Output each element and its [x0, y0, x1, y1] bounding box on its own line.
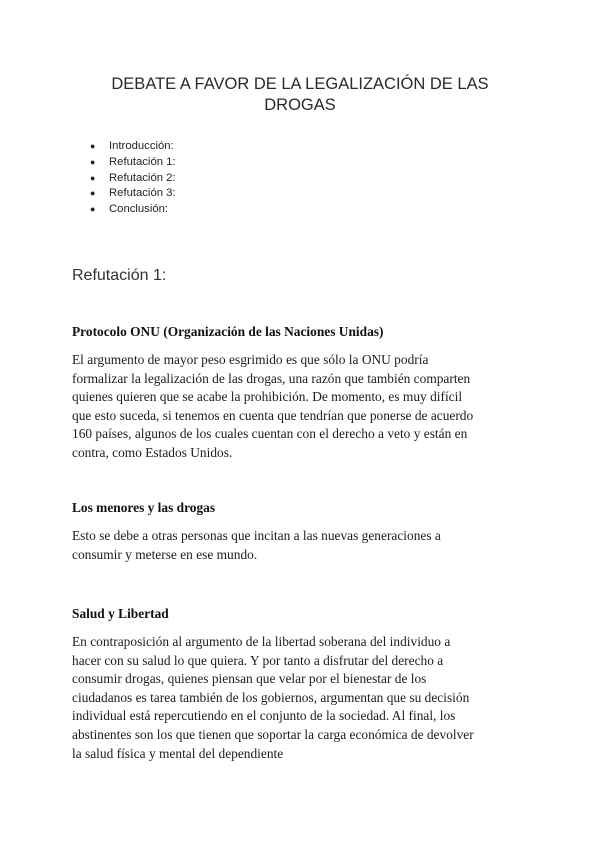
bullet-icon: ●: [90, 141, 96, 151]
paragraph-onu: [72, 351, 532, 463]
toc-item-introduccion: [90, 139, 176, 155]
title-line-1: DEBATE A FAVOR DE LA LEGALIZACIÓN DE LAS: [111, 75, 489, 93]
paragraph-menores: [72, 527, 532, 564]
toc-item-label: Refutación 3:: [109, 187, 176, 200]
paragraph-line: individual está repercutiendo en el conjunto de la sociedad. Al final, los: [72, 708, 456, 724]
toc-item-refutacion-3: [90, 186, 176, 202]
paragraph-line: la salud física y mental del dependiente: [72, 745, 284, 761]
paragraph-line: 160 países, algunos de los cuales cuentan con el derecho a veto y están en: [72, 426, 468, 442]
paragraph-line: El argumento de mayor peso esgrimido es que sólo la ONU podría: [72, 352, 429, 367]
paragraph-line: En contraposición al argumento de la libertad soberana del individuo a: [72, 634, 451, 649]
paragraph-line: abstinentes son los que tienen que soportar la carga económica de devolver: [72, 726, 474, 742]
title-line-2: DROGAS: [264, 96, 336, 114]
toc-item-label: Conclusión:: [109, 203, 169, 216]
paragraph-line: consumir y meterse en ese mundo.: [72, 546, 258, 562]
table-of-contents: [90, 139, 176, 218]
subsection-heading-onu: Protocolo ONU (Organización de las Naciones Unidas): [72, 324, 384, 339]
paragraph-line: contra, como Estados Unidos.: [72, 444, 233, 460]
paragraph-line: hacer con su salud lo que quiera. Y por tanto a disfrutar del derecho a: [72, 652, 444, 668]
bullet-icon: ●: [90, 204, 96, 215]
paragraph-line: Esto se debe a otras personas que incitan a las nuevas generaciones a: [72, 528, 441, 543]
toc-item-label: Refutación 2:: [109, 171, 176, 184]
subsection-heading-menores: Los menores y las drogas: [72, 500, 216, 515]
paragraph-line: ciudadanos es tarea también de los gobiernos, argumentan que su decisión: [72, 689, 470, 705]
bullet-icon: ●: [90, 172, 96, 183]
bullet-icon: ●: [90, 156, 96, 167]
paragraph-line: formalizar la legalización de las drogas, una razón que también comparten: [72, 370, 471, 386]
paragraph-salud: [72, 633, 532, 763]
toc-item-refutacion-2: [90, 171, 176, 187]
toc-item-conclusion: [90, 202, 176, 218]
toc-item-label: Introducción:: [109, 140, 174, 152]
paragraph-line: consumir drogas, quienes piensan que velar por el bienestar de los: [72, 671, 427, 687]
paragraph-line: que esto suceda, si tenemos en cuenta que tendrían que ponerse de acuerdo: [72, 407, 474, 423]
section-heading: Refutación 1:: [72, 267, 167, 284]
paragraph-line: quienes quieren que se acabe la prohibición. De momento, es muy difícil: [72, 389, 463, 405]
toc-item-refutacion-1: [90, 155, 176, 171]
document-title: [90, 74, 510, 116]
subsection-heading-salud: Salud y Libertad: [72, 606, 169, 621]
bullet-icon: ●: [90, 188, 96, 199]
toc-item-label: Refutación 1:: [109, 155, 176, 168]
